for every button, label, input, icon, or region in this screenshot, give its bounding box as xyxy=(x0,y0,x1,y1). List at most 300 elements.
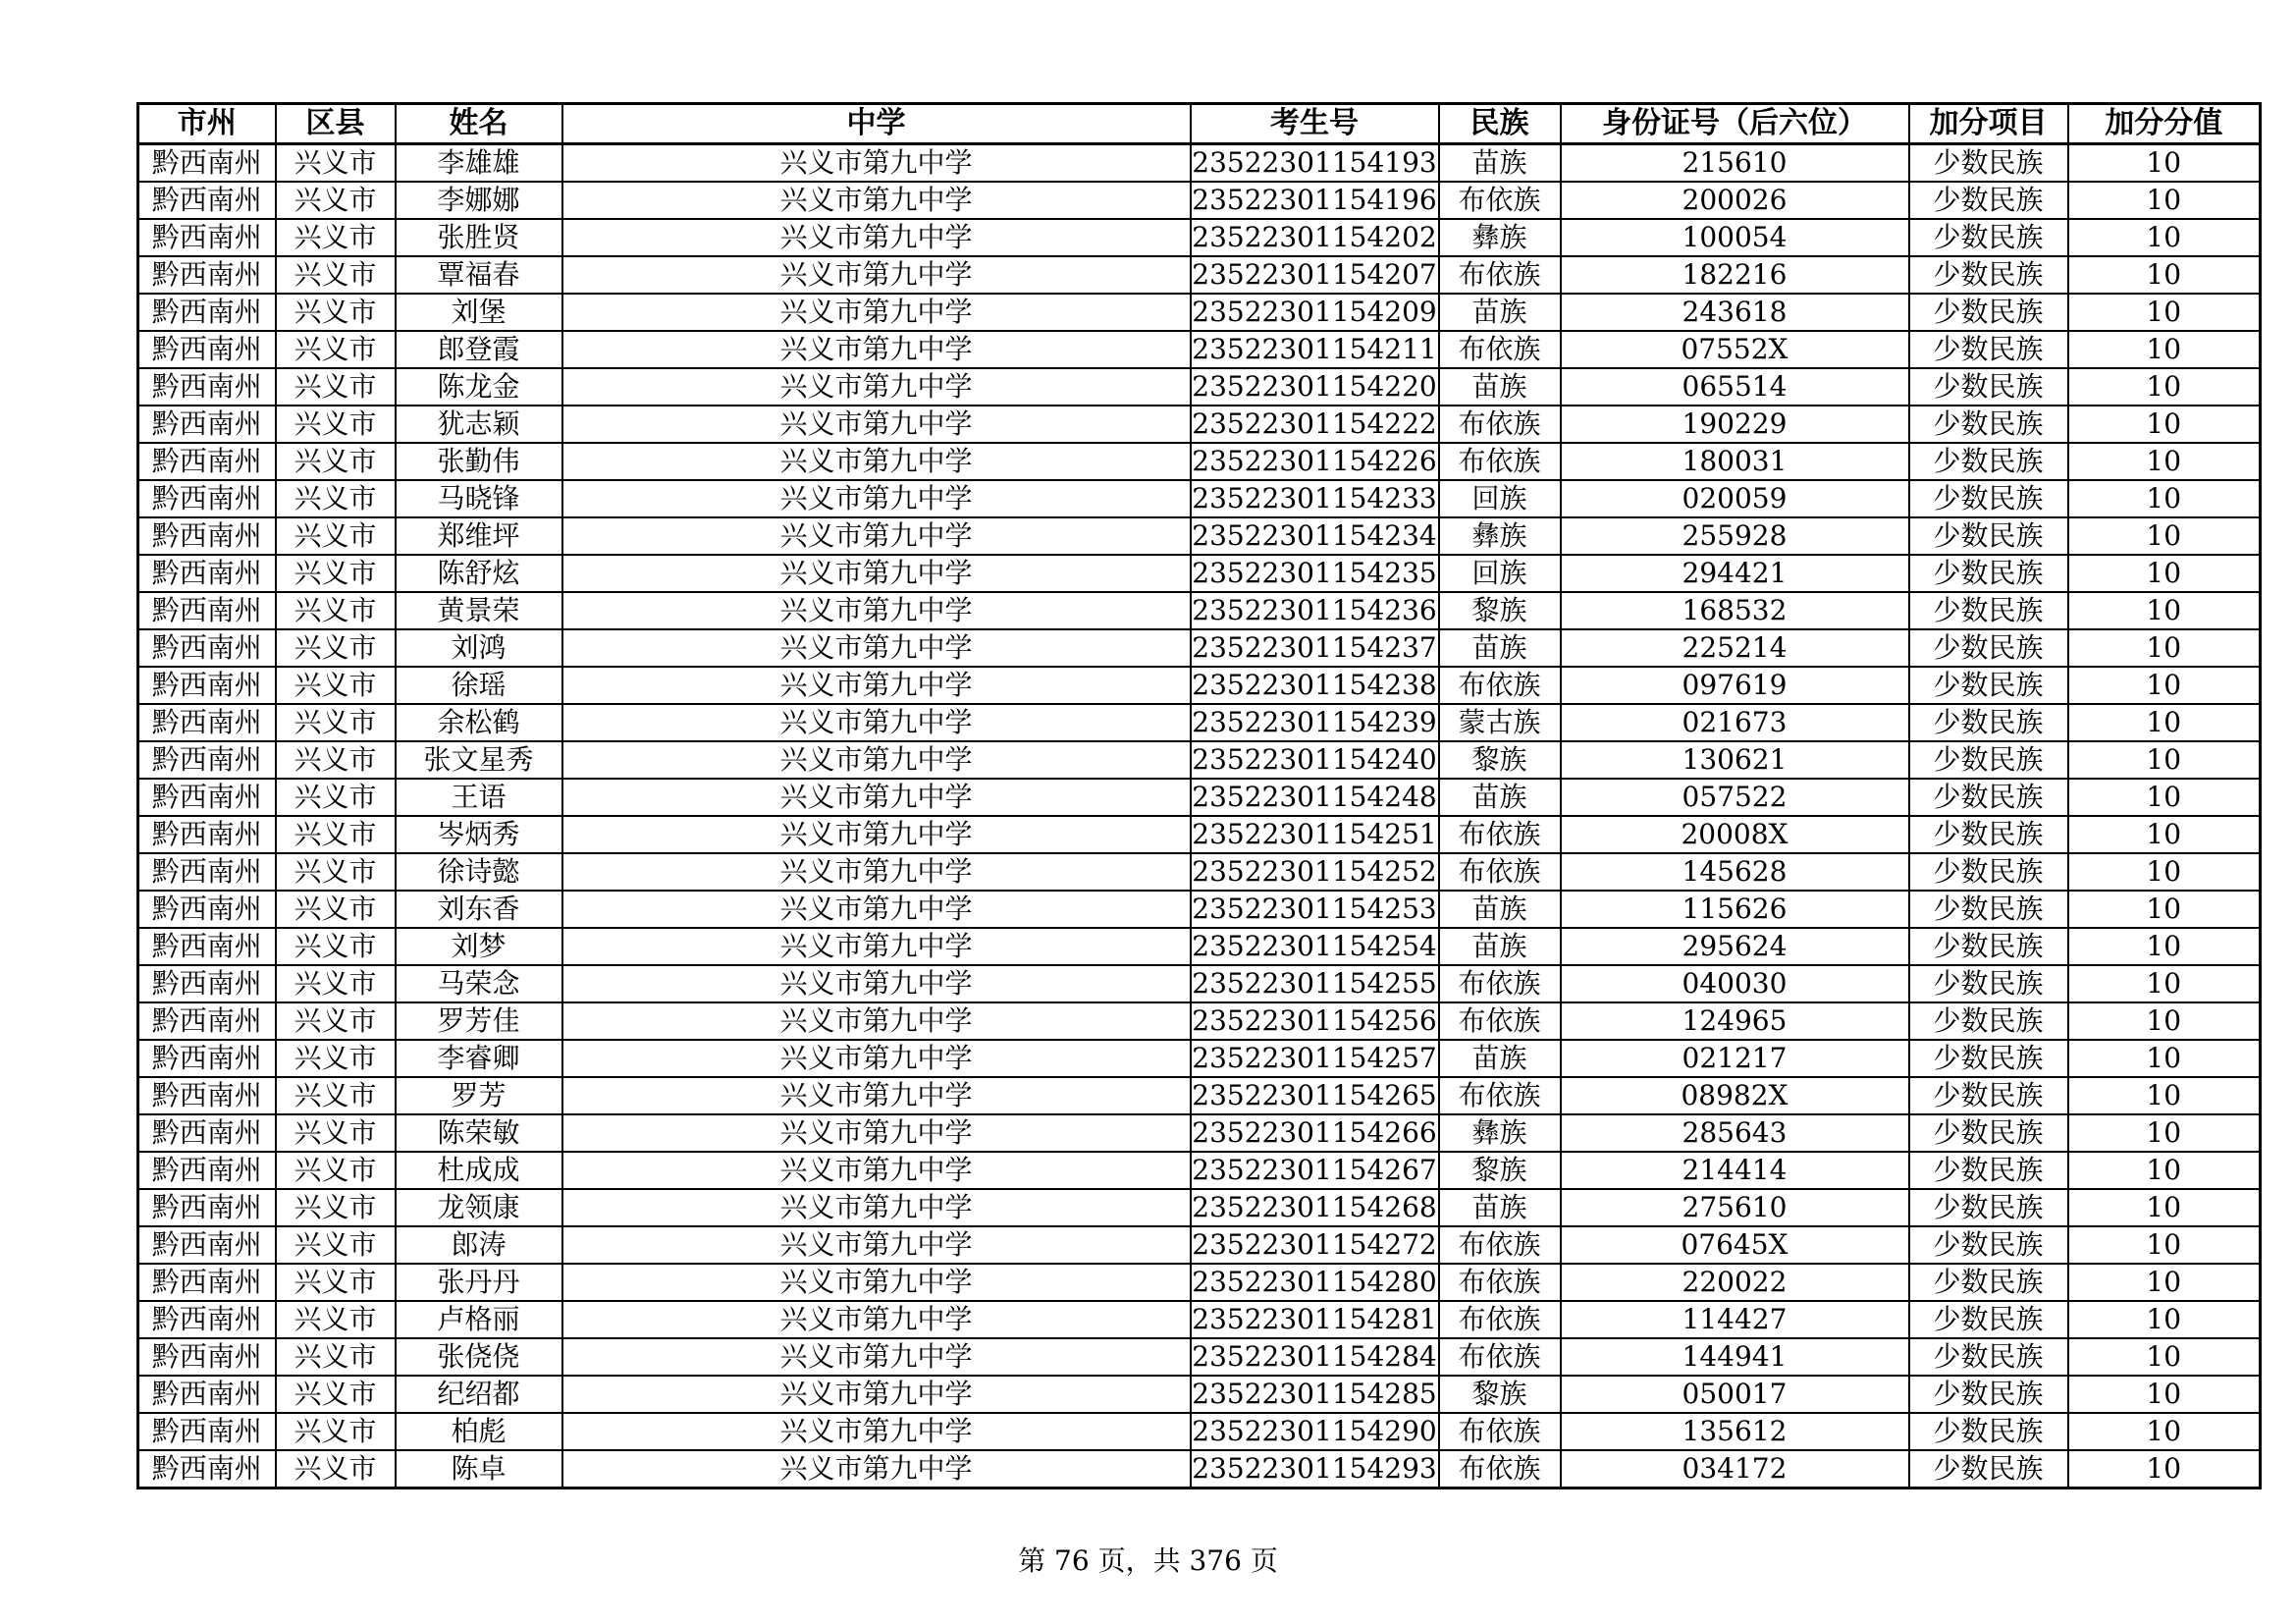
table-row xyxy=(138,1376,2261,1413)
cell-city: 黔西南州 xyxy=(138,629,276,667)
cell-exam-number: 23522301154240 xyxy=(1191,741,1439,779)
header-school: 中学 xyxy=(562,104,1191,144)
cell-bonus-item: 少数民族 xyxy=(1909,1189,2068,1226)
table-row xyxy=(138,1114,2261,1152)
cell-name: 卢格丽 xyxy=(396,1301,562,1338)
cell-bonus-item: 少数民族 xyxy=(1909,592,2068,629)
cell-bonus-item: 少数民族 xyxy=(1909,368,2068,406)
cell-county: 兴义市 xyxy=(276,1413,396,1450)
cell-name: 岑炳秀 xyxy=(396,816,562,853)
cell-exam-number: 23522301154235 xyxy=(1191,555,1439,592)
cell-exam-number: 23522301154252 xyxy=(1191,853,1439,891)
cell-bonus-item: 少数民族 xyxy=(1909,1450,2068,1489)
table-row xyxy=(138,368,2261,406)
cell-ethnicity: 布依族 xyxy=(1439,443,1561,480)
cell-bonus-item: 少数民族 xyxy=(1909,667,2068,704)
cell-exam-number: 23522301154266 xyxy=(1191,1114,1439,1152)
cell-name: 刘鸿 xyxy=(396,629,562,667)
cell-exam-number: 23522301154209 xyxy=(1191,294,1439,331)
cell-city: 黔西南州 xyxy=(138,816,276,853)
cell-school: 兴义市第九中学 xyxy=(562,704,1191,741)
cell-county: 兴义市 xyxy=(276,891,396,928)
table-row xyxy=(138,555,2261,592)
cell-city: 黔西南州 xyxy=(138,1077,276,1114)
cell-bonus-item: 少数民族 xyxy=(1909,406,2068,443)
cell-ethnicity: 布依族 xyxy=(1439,1338,1561,1376)
cell-school: 兴义市第九中学 xyxy=(562,741,1191,779)
table-row xyxy=(138,891,2261,928)
cell-bonus-value: 10 xyxy=(2068,1152,2261,1189)
cell-id-last-six: 275610 xyxy=(1561,1189,1909,1226)
cell-bonus-value: 10 xyxy=(2068,891,2261,928)
table-row xyxy=(138,1077,2261,1114)
cell-name: 马荣念 xyxy=(396,965,562,1002)
cell-school: 兴义市第九中学 xyxy=(562,1338,1191,1376)
cell-name: 徐诗懿 xyxy=(396,853,562,891)
cell-bonus-value: 10 xyxy=(2068,219,2261,256)
cell-bonus-value: 10 xyxy=(2068,1264,2261,1301)
cell-ethnicity: 布依族 xyxy=(1439,182,1561,219)
table-row xyxy=(138,294,2261,331)
cell-id-last-six: 225214 xyxy=(1561,629,1909,667)
cell-county: 兴义市 xyxy=(276,1450,396,1489)
table-row xyxy=(138,1040,2261,1077)
cell-city: 黔西南州 xyxy=(138,182,276,219)
table-row xyxy=(138,480,2261,517)
cell-county: 兴义市 xyxy=(276,741,396,779)
cell-bonus-value: 10 xyxy=(2068,629,2261,667)
table-row xyxy=(138,667,2261,704)
cell-school: 兴义市第九中学 xyxy=(562,1264,1191,1301)
cell-school: 兴义市第九中学 xyxy=(562,480,1191,517)
cell-ethnicity: 苗族 xyxy=(1439,368,1561,406)
cell-name: 覃福春 xyxy=(396,256,562,294)
cell-name: 徐瑶 xyxy=(396,667,562,704)
cell-id-last-six: 057522 xyxy=(1561,779,1909,816)
table-row xyxy=(138,1413,2261,1450)
cell-name: 郑维坪 xyxy=(396,517,562,555)
cell-city: 黔西南州 xyxy=(138,1114,276,1152)
table-row xyxy=(138,406,2261,443)
cell-county: 兴义市 xyxy=(276,629,396,667)
table-row xyxy=(138,256,2261,294)
table-row xyxy=(138,629,2261,667)
cell-exam-number: 23522301154239 xyxy=(1191,704,1439,741)
cell-county: 兴义市 xyxy=(276,1040,396,1077)
cell-name: 纪绍都 xyxy=(396,1376,562,1413)
header-name: 姓名 xyxy=(396,104,562,144)
cell-city: 黔西南州 xyxy=(138,1301,276,1338)
cell-name: 龙领康 xyxy=(396,1189,562,1226)
cell-city: 黔西南州 xyxy=(138,965,276,1002)
cell-school: 兴义市第九中学 xyxy=(562,555,1191,592)
cell-exam-number: 23522301154254 xyxy=(1191,928,1439,965)
cell-city: 黔西南州 xyxy=(138,256,276,294)
header-bonus-value: 加分分值 xyxy=(2068,104,2261,144)
cell-bonus-item: 少数民族 xyxy=(1909,1002,2068,1040)
cell-id-last-six: 124965 xyxy=(1561,1002,1909,1040)
cell-city: 黔西南州 xyxy=(138,406,276,443)
cell-city: 黔西南州 xyxy=(138,853,276,891)
cell-bonus-item: 少数民族 xyxy=(1909,965,2068,1002)
cell-id-last-six: 200026 xyxy=(1561,182,1909,219)
cell-bonus-value: 10 xyxy=(2068,1338,2261,1376)
cell-name: 张文星秀 xyxy=(396,741,562,779)
cell-ethnicity: 苗族 xyxy=(1439,928,1561,965)
table-row xyxy=(138,1002,2261,1040)
cell-id-last-six: 115626 xyxy=(1561,891,1909,928)
cell-bonus-value: 10 xyxy=(2068,256,2261,294)
cell-bonus-value: 10 xyxy=(2068,1413,2261,1450)
cell-city: 黔西南州 xyxy=(138,592,276,629)
cell-exam-number: 23522301154236 xyxy=(1191,592,1439,629)
cell-city: 黔西南州 xyxy=(138,1040,276,1077)
cell-exam-number: 23522301154248 xyxy=(1191,779,1439,816)
cell-ethnicity: 布依族 xyxy=(1439,1413,1561,1450)
cell-bonus-value: 10 xyxy=(2068,480,2261,517)
cell-id-last-six: 190229 xyxy=(1561,406,1909,443)
cell-city: 黔西南州 xyxy=(138,480,276,517)
cell-bonus-item: 少数民族 xyxy=(1909,741,2068,779)
cell-exam-number: 23522301154255 xyxy=(1191,965,1439,1002)
cell-exam-number: 23522301154256 xyxy=(1191,1002,1439,1040)
cell-id-last-six: 040030 xyxy=(1561,965,1909,1002)
table-row xyxy=(138,592,2261,629)
cell-county: 兴义市 xyxy=(276,1114,396,1152)
cell-ethnicity: 彝族 xyxy=(1439,219,1561,256)
cell-id-last-six: 135612 xyxy=(1561,1413,1909,1450)
cell-city: 黔西南州 xyxy=(138,1002,276,1040)
cell-id-last-six: 097619 xyxy=(1561,667,1909,704)
cell-school: 兴义市第九中学 xyxy=(562,1376,1191,1413)
cell-id-last-six: 182216 xyxy=(1561,256,1909,294)
cell-school: 兴义市第九中学 xyxy=(562,256,1191,294)
cell-school: 兴义市第九中学 xyxy=(562,406,1191,443)
cell-ethnicity: 苗族 xyxy=(1439,891,1561,928)
cell-exam-number: 23522301154220 xyxy=(1191,368,1439,406)
cell-name: 陈龙金 xyxy=(396,368,562,406)
cell-name: 罗芳 xyxy=(396,1077,562,1114)
cell-school: 兴义市第九中学 xyxy=(562,1450,1191,1489)
cell-id-last-six: 243618 xyxy=(1561,294,1909,331)
cell-id-last-six: 021217 xyxy=(1561,1040,1909,1077)
cell-bonus-item: 少数民族 xyxy=(1909,1226,2068,1264)
cell-exam-number: 23522301154226 xyxy=(1191,443,1439,480)
cell-school: 兴义市第九中学 xyxy=(562,1152,1191,1189)
cell-ethnicity: 布依族 xyxy=(1439,1301,1561,1338)
cell-name: 陈卓 xyxy=(396,1450,562,1489)
cell-name: 刘堡 xyxy=(396,294,562,331)
cell-bonus-item: 少数民族 xyxy=(1909,1264,2068,1301)
header-city: 市州 xyxy=(138,104,276,144)
cell-ethnicity: 回族 xyxy=(1439,555,1561,592)
cell-school: 兴义市第九中学 xyxy=(562,368,1191,406)
cell-school: 兴义市第九中学 xyxy=(562,667,1191,704)
cell-bonus-value: 10 xyxy=(2068,1077,2261,1114)
cell-ethnicity: 布依族 xyxy=(1439,406,1561,443)
cell-school: 兴义市第九中学 xyxy=(562,853,1191,891)
cell-exam-number: 23522301154281 xyxy=(1191,1301,1439,1338)
cell-id-last-six: 050017 xyxy=(1561,1376,1909,1413)
cell-bonus-value: 10 xyxy=(2068,779,2261,816)
cell-id-last-six: 180031 xyxy=(1561,443,1909,480)
cell-ethnicity: 彝族 xyxy=(1439,517,1561,555)
cell-id-last-six: 130621 xyxy=(1561,741,1909,779)
cell-id-last-six: 021673 xyxy=(1561,704,1909,741)
bonus-points-table xyxy=(136,102,2262,1489)
table-row xyxy=(138,704,2261,741)
cell-bonus-item: 少数民族 xyxy=(1909,1301,2068,1338)
cell-bonus-item: 少数民族 xyxy=(1909,182,2068,219)
cell-bonus-value: 10 xyxy=(2068,741,2261,779)
cell-id-last-six: 100054 xyxy=(1561,219,1909,256)
cell-exam-number: 23522301154234 xyxy=(1191,517,1439,555)
cell-county: 兴义市 xyxy=(276,406,396,443)
cell-city: 黔西南州 xyxy=(138,368,276,406)
table-row xyxy=(138,965,2261,1002)
cell-city: 黔西南州 xyxy=(138,1450,276,1489)
cell-ethnicity: 布依族 xyxy=(1439,1002,1561,1040)
cell-ethnicity: 布依族 xyxy=(1439,1450,1561,1489)
cell-county: 兴义市 xyxy=(276,331,396,368)
cell-bonus-item: 少数民族 xyxy=(1909,1376,2068,1413)
cell-bonus-item: 少数民族 xyxy=(1909,517,2068,555)
cell-city: 黔西南州 xyxy=(138,1264,276,1301)
table-row xyxy=(138,1226,2261,1264)
cell-ethnicity: 黎族 xyxy=(1439,592,1561,629)
cell-id-last-six: 065514 xyxy=(1561,368,1909,406)
cell-school: 兴义市第九中学 xyxy=(562,144,1191,183)
cell-name: 李睿卿 xyxy=(396,1040,562,1077)
cell-school: 兴义市第九中学 xyxy=(562,1114,1191,1152)
cell-bonus-value: 10 xyxy=(2068,368,2261,406)
cell-bonus-value: 10 xyxy=(2068,1301,2261,1338)
cell-bonus-value: 10 xyxy=(2068,182,2261,219)
cell-ethnicity: 布依族 xyxy=(1439,816,1561,853)
cell-name: 黄景荣 xyxy=(396,592,562,629)
cell-school: 兴义市第九中学 xyxy=(562,629,1191,667)
cell-ethnicity: 布依族 xyxy=(1439,667,1561,704)
cell-exam-number: 23522301154280 xyxy=(1191,1264,1439,1301)
cell-school: 兴义市第九中学 xyxy=(562,965,1191,1002)
cell-bonus-value: 10 xyxy=(2068,704,2261,741)
cell-city: 黔西南州 xyxy=(138,1376,276,1413)
cell-ethnicity: 布依族 xyxy=(1439,965,1561,1002)
cell-county: 兴义市 xyxy=(276,368,396,406)
table-row xyxy=(138,1264,2261,1301)
cell-id-last-six: 07645X xyxy=(1561,1226,1909,1264)
cell-exam-number: 23522301154267 xyxy=(1191,1152,1439,1189)
cell-bonus-value: 10 xyxy=(2068,1114,2261,1152)
cell-ethnicity: 苗族 xyxy=(1439,294,1561,331)
cell-exam-number: 23522301154293 xyxy=(1191,1450,1439,1489)
cell-name: 陈舒炫 xyxy=(396,555,562,592)
cell-school: 兴义市第九中学 xyxy=(562,1301,1191,1338)
header-exam-number: 考生号 xyxy=(1191,104,1439,144)
cell-exam-number: 23522301154251 xyxy=(1191,816,1439,853)
cell-city: 黔西南州 xyxy=(138,1413,276,1450)
cell-bonus-value: 10 xyxy=(2068,331,2261,368)
cell-bonus-item: 少数民族 xyxy=(1909,1114,2068,1152)
table-row xyxy=(138,816,2261,853)
cell-city: 黔西南州 xyxy=(138,704,276,741)
cell-id-last-six: 255928 xyxy=(1561,517,1909,555)
cell-school: 兴义市第九中学 xyxy=(562,331,1191,368)
cell-ethnicity: 黎族 xyxy=(1439,1376,1561,1413)
cell-county: 兴义市 xyxy=(276,1152,396,1189)
cell-county: 兴义市 xyxy=(276,1189,396,1226)
cell-id-last-six: 144941 xyxy=(1561,1338,1909,1376)
cell-school: 兴义市第九中学 xyxy=(562,1189,1191,1226)
table-row xyxy=(138,779,2261,816)
cell-name: 罗芳佳 xyxy=(396,1002,562,1040)
cell-county: 兴义市 xyxy=(276,1077,396,1114)
cell-bonus-item: 少数民族 xyxy=(1909,1152,2068,1189)
cell-exam-number: 23522301154207 xyxy=(1191,256,1439,294)
cell-exam-number: 23522301154211 xyxy=(1191,331,1439,368)
cell-id-last-six: 295624 xyxy=(1561,928,1909,965)
cell-county: 兴义市 xyxy=(276,256,396,294)
cell-city: 黔西南州 xyxy=(138,1226,276,1264)
cell-county: 兴义市 xyxy=(276,592,396,629)
table-row xyxy=(138,144,2261,183)
cell-exam-number: 23522301154265 xyxy=(1191,1077,1439,1114)
cell-id-last-six: 07552X xyxy=(1561,331,1909,368)
cell-name: 柏彪 xyxy=(396,1413,562,1450)
cell-exam-number: 23522301154268 xyxy=(1191,1189,1439,1226)
cell-bonus-value: 10 xyxy=(2068,294,2261,331)
cell-id-last-six: 214414 xyxy=(1561,1152,1909,1189)
table-row xyxy=(138,1450,2261,1489)
cell-ethnicity: 布依族 xyxy=(1439,1264,1561,1301)
table-row xyxy=(138,1152,2261,1189)
table-row xyxy=(138,182,2261,219)
cell-county: 兴义市 xyxy=(276,1338,396,1376)
cell-bonus-value: 10 xyxy=(2068,667,2261,704)
cell-bonus-value: 10 xyxy=(2068,517,2261,555)
cell-bonus-item: 少数民族 xyxy=(1909,816,2068,853)
table-row xyxy=(138,853,2261,891)
table-row xyxy=(138,331,2261,368)
cell-bonus-item: 少数民族 xyxy=(1909,331,2068,368)
cell-bonus-item: 少数民族 xyxy=(1909,779,2068,816)
cell-exam-number: 23522301154237 xyxy=(1191,629,1439,667)
cell-county: 兴义市 xyxy=(276,928,396,965)
table-row xyxy=(138,1338,2261,1376)
cell-ethnicity: 苗族 xyxy=(1439,144,1561,183)
cell-bonus-item: 少数民族 xyxy=(1909,443,2068,480)
cell-bonus-value: 10 xyxy=(2068,1040,2261,1077)
cell-bonus-value: 10 xyxy=(2068,443,2261,480)
table-row xyxy=(138,219,2261,256)
cell-school: 兴义市第九中学 xyxy=(562,443,1191,480)
cell-county: 兴义市 xyxy=(276,1301,396,1338)
cell-bonus-item: 少数民族 xyxy=(1909,629,2068,667)
cell-exam-number: 23522301154290 xyxy=(1191,1413,1439,1450)
cell-bonus-value: 10 xyxy=(2068,592,2261,629)
cell-bonus-value: 10 xyxy=(2068,1376,2261,1413)
cell-city: 黔西南州 xyxy=(138,1189,276,1226)
cell-school: 兴义市第九中学 xyxy=(562,1077,1191,1114)
cell-city: 黔西南州 xyxy=(138,517,276,555)
table-row xyxy=(138,517,2261,555)
cell-bonus-item: 少数民族 xyxy=(1909,853,2068,891)
cell-exam-number: 23522301154284 xyxy=(1191,1338,1439,1376)
cell-name: 郎涛 xyxy=(396,1226,562,1264)
cell-city: 黔西南州 xyxy=(138,928,276,965)
cell-county: 兴义市 xyxy=(276,965,396,1002)
cell-school: 兴义市第九中学 xyxy=(562,816,1191,853)
header-id-last-six: 身份证号（后六位） xyxy=(1561,104,1909,144)
cell-city: 黔西南州 xyxy=(138,443,276,480)
cell-county: 兴义市 xyxy=(276,667,396,704)
cell-bonus-value: 10 xyxy=(2068,144,2261,183)
cell-city: 黔西南州 xyxy=(138,331,276,368)
cell-bonus-item: 少数民族 xyxy=(1909,256,2068,294)
cell-ethnicity: 蒙古族 xyxy=(1439,704,1561,741)
cell-id-last-six: 168532 xyxy=(1561,592,1909,629)
cell-bonus-value: 10 xyxy=(2068,928,2261,965)
cell-ethnicity: 黎族 xyxy=(1439,741,1561,779)
cell-name: 张侥侥 xyxy=(396,1338,562,1376)
header-ethnicity: 民族 xyxy=(1439,104,1561,144)
cell-ethnicity: 布依族 xyxy=(1439,331,1561,368)
table-row xyxy=(138,928,2261,965)
cell-city: 黔西南州 xyxy=(138,779,276,816)
cell-county: 兴义市 xyxy=(276,1226,396,1264)
cell-name: 李娜娜 xyxy=(396,182,562,219)
cell-bonus-item: 少数民族 xyxy=(1909,1413,2068,1450)
cell-name: 犹志颖 xyxy=(396,406,562,443)
cell-bonus-item: 少数民族 xyxy=(1909,1040,2068,1077)
cell-school: 兴义市第九中学 xyxy=(562,1040,1191,1077)
cell-id-last-six: 294421 xyxy=(1561,555,1909,592)
cell-bonus-item: 少数民族 xyxy=(1909,144,2068,183)
cell-name: 张勤伟 xyxy=(396,443,562,480)
cell-bonus-item: 少数民族 xyxy=(1909,1338,2068,1376)
cell-ethnicity: 布依族 xyxy=(1439,1077,1561,1114)
cell-exam-number: 23522301154222 xyxy=(1191,406,1439,443)
cell-ethnicity: 回族 xyxy=(1439,480,1561,517)
cell-county: 兴义市 xyxy=(276,1264,396,1301)
cell-county: 兴义市 xyxy=(276,182,396,219)
cell-county: 兴义市 xyxy=(276,816,396,853)
cell-id-last-six: 114427 xyxy=(1561,1301,1909,1338)
cell-bonus-value: 10 xyxy=(2068,1002,2261,1040)
cell-city: 黔西南州 xyxy=(138,1152,276,1189)
cell-name: 刘东香 xyxy=(396,891,562,928)
table-header-row xyxy=(138,104,2261,144)
cell-id-last-six: 20008X xyxy=(1561,816,1909,853)
cell-ethnicity: 布依族 xyxy=(1439,853,1561,891)
cell-school: 兴义市第九中学 xyxy=(562,928,1191,965)
cell-school: 兴义市第九中学 xyxy=(562,779,1191,816)
cell-name: 李雄雄 xyxy=(396,144,562,183)
cell-ethnicity: 苗族 xyxy=(1439,1040,1561,1077)
cell-name: 余松鹤 xyxy=(396,704,562,741)
cell-school: 兴义市第九中学 xyxy=(562,182,1191,219)
header-bonus-item: 加分项目 xyxy=(1909,104,2068,144)
cell-bonus-item: 少数民族 xyxy=(1909,704,2068,741)
cell-county: 兴义市 xyxy=(276,294,396,331)
cell-school: 兴义市第九中学 xyxy=(562,1413,1191,1450)
cell-exam-number: 23522301154285 xyxy=(1191,1376,1439,1413)
cell-id-last-six: 020059 xyxy=(1561,480,1909,517)
header-county: 区县 xyxy=(276,104,396,144)
cell-county: 兴义市 xyxy=(276,1376,396,1413)
cell-ethnicity: 苗族 xyxy=(1439,779,1561,816)
cell-id-last-six: 145628 xyxy=(1561,853,1909,891)
